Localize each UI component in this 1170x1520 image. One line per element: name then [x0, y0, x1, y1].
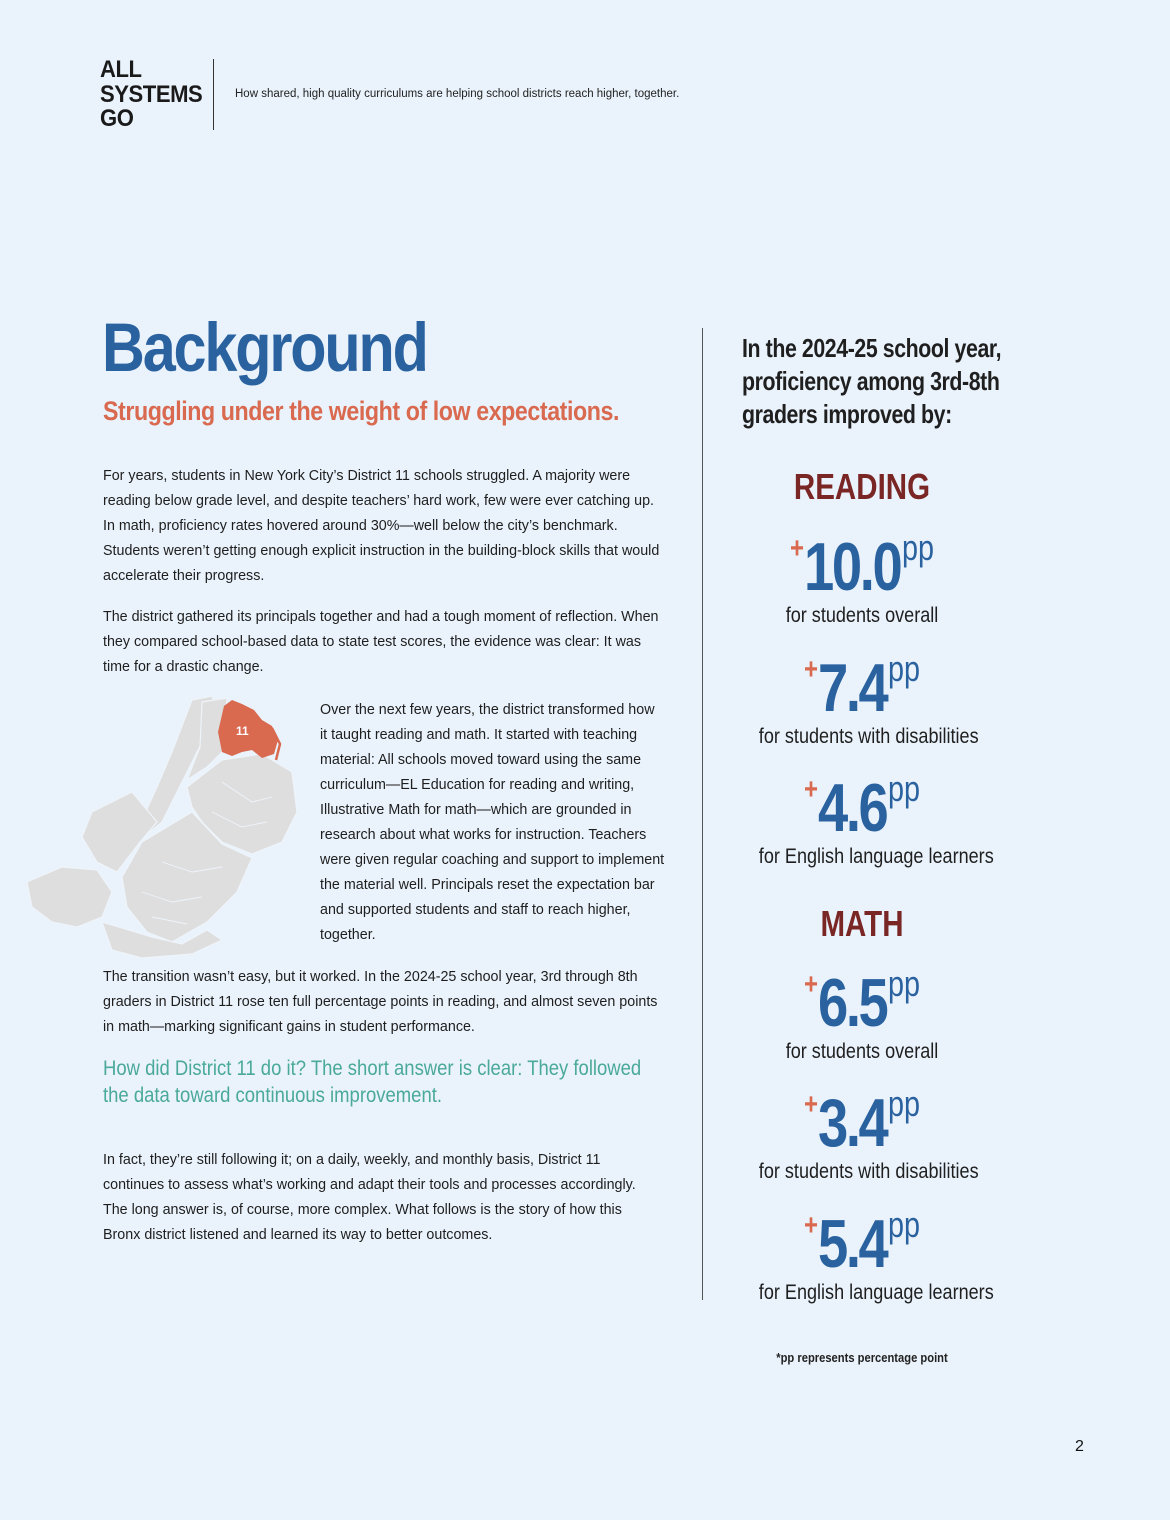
reading-heading: READING: [793, 466, 931, 507]
plus-sign: +: [790, 532, 805, 565]
page-subtitle: Struggling under the weight of low expectations.: [103, 396, 620, 426]
plus-sign: +: [803, 968, 818, 1001]
body-paragraph: For years, students in New York City’s District 11 schools struggled. A majority were reading below grade level, and despite teachers’ hard work, few were ever catching up. In math, proficiency rates hovered around 30%—well below the city’s benchmark. Students weren’t getting enough explicit instruction in the building-block skills that would accelerate their progress.: [103, 468, 660, 584]
stat-label: for English language learners: [758, 1281, 994, 1304]
stat-label: for students with disabilities: [758, 725, 979, 748]
stat-reading-overall: [742, 527, 982, 628]
brand-line: SYSTEMS: [100, 80, 203, 108]
plus-sign: +: [803, 1209, 818, 1242]
nyc-district-map: [22, 692, 297, 962]
header-divider: [213, 59, 214, 130]
page-title: Background: [102, 309, 427, 386]
page-number: 2: [1075, 1438, 1084, 1455]
column-divider: [702, 328, 703, 1300]
stat-unit: pp: [888, 963, 921, 1004]
stat-unit: pp: [888, 768, 921, 809]
stat-label: for students overall: [785, 604, 939, 627]
brand-logo: [100, 58, 202, 132]
header-tagline: How shared, high quality curriculums are helping school districts reach higher, together.: [235, 88, 680, 100]
body-paragraph: The district gathered its principals together and had a tough moment of reflection. When they compared school-based data to state test scores, the evidence was clear: It was time for a drastic change.: [103, 609, 659, 675]
stat-value: 4.6: [817, 770, 887, 846]
math-heading: MATH: [820, 903, 904, 944]
plus-sign: +: [803, 773, 818, 806]
stat-label: for students overall: [785, 1040, 939, 1063]
plus-sign: +: [803, 653, 818, 686]
stat-unit: pp: [901, 527, 934, 568]
stat-math-overall: [742, 963, 982, 1064]
stat-value: 7.4: [817, 650, 887, 726]
stat-value: 10.0: [804, 529, 901, 605]
body-paragraph: The transition wasn’t easy, but it worked. In the 2024-25 school year, 3rd through 8th graders in District 11 rose ten full percentage points in reading, and almost seven points in math—marking significant gains in student performance.: [103, 969, 658, 1035]
sidebar-intro: In the 2024-25 school year, proficiency among 3rd-8th graders improved by:: [742, 333, 1002, 429]
callout-quote: How did District 11 do it? The short answer is clear: They followed the data toward continuous improvement.: [103, 1057, 642, 1107]
stat-reading-ell: [742, 768, 994, 869]
body-paragraph: Over the next few years, the district transformed how it taught reading and math. It started with teaching material: All schools moved toward using the same curriculum—EL Education for reading and writing, Illustrative Math for math—which are grounded in research about what works for instruction. Teachers were given regular coaching and support to implement the material well. Principals reset the expectation bar and supported students and staff to reach higher, together.: [320, 702, 665, 943]
stat-value: 6.5: [817, 965, 887, 1041]
footnote: *pp represents percentage point: [776, 1350, 948, 1365]
stat-value: 3.4: [817, 1085, 887, 1161]
stat-math-disabilities: [742, 1083, 982, 1184]
map-region-staten-island: [27, 867, 112, 927]
stat-reading-disabilities: [742, 648, 982, 749]
brand-line: ALL: [100, 56, 142, 83]
stat-unit: pp: [888, 1083, 921, 1124]
stat-unit: pp: [888, 648, 921, 689]
stat-value: 5.4: [817, 1206, 887, 1282]
plus-sign: +: [803, 1088, 818, 1121]
brand-line: GO: [100, 105, 134, 132]
stat-unit: pp: [888, 1204, 921, 1245]
district-11-label: 11: [236, 724, 249, 738]
stat-math-ell: [742, 1204, 994, 1305]
stat-label: for students with disabilities: [758, 1160, 979, 1183]
body-paragraph: In fact, they’re still following it; on a daily, weekly, and monthly basis, District 11 continues to assess what’s working and adapt their tools and processes accordingly. The long answer is, of course, more complex. What follows is the story of how this Bronx district listened and learned its way to better outcomes.: [103, 1152, 636, 1243]
stat-label: for English language learners: [758, 845, 994, 868]
